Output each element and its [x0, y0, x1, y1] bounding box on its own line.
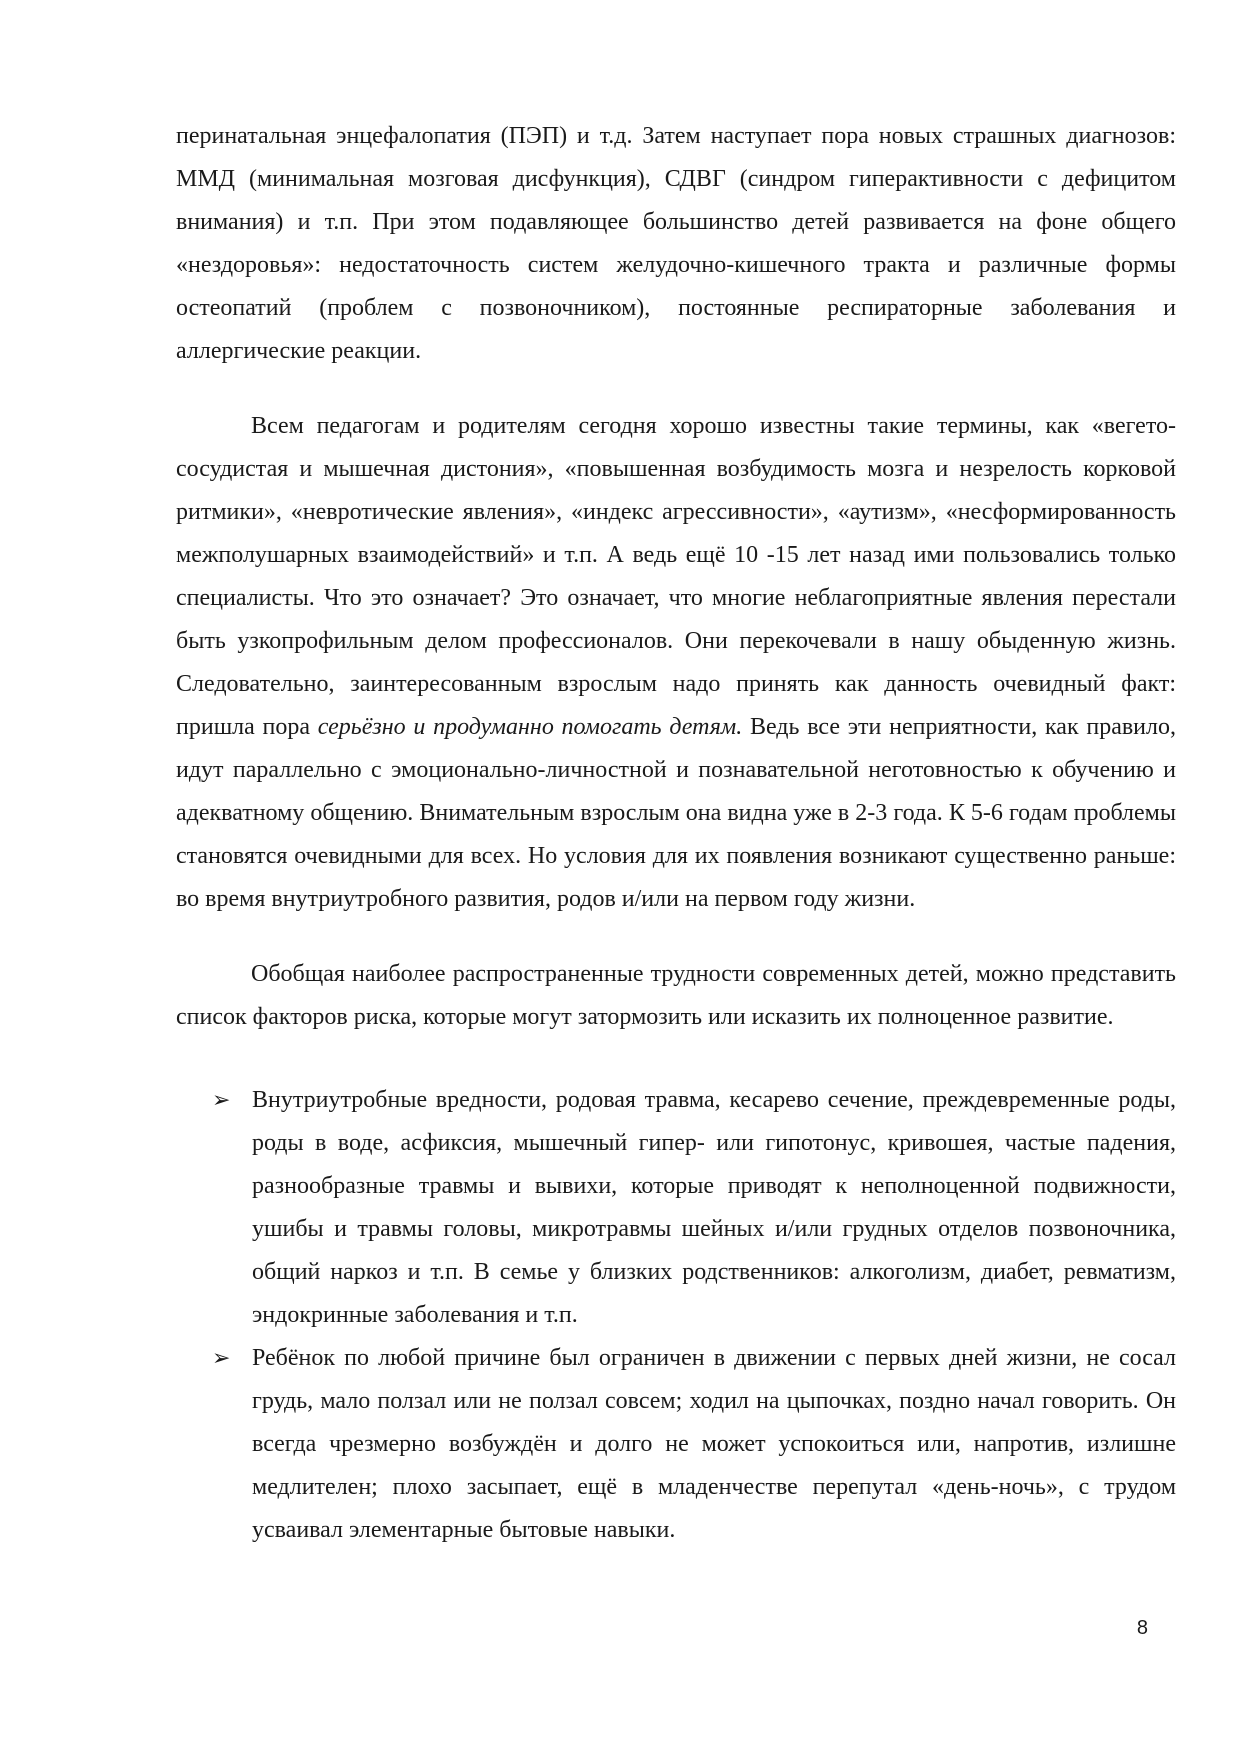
list-item: [176, 1079, 1176, 1337]
paragraph-2-text-start: Всем педагогам и родителям сегодня хорошо известны такие термины, как «вегето-сосудистая и мышечная дистония», «повышенная возбудимость мозга и незрелость корковой ритмики», «невротические явления», «индекс агрессивности», «аутизм», «несформированность межполушарных взаимодействий» и т.п. А ведь ещё 10 -15 лет назад ими пользовались только специалисты. Что это означает? Это означает, что многие неблагоприятные явления перестали быть узкопрофильным делом профессионалов. Они перекочевали в нашу обыденную жизнь. Следовательно, заинтересованным взрослым надо принять как данность очевидный факт: пришла пора: [176, 413, 1176, 740]
paragraph-2-text-end: Ведь все эти неприятности, как правило, идут параллельно с эмоционально-личностной и познавательной неготовностью к обучению и адекватному общению. Внимательным взрослым она видна уже в 2-3 года. К 5-6 годам проблемы становятся очевидными для всех. Но условия для их появления возникают существенно раньше: во время внутриутробного развития, родов и/или на первом году жизни.: [176, 714, 1176, 912]
arrow-bullet-icon: ➢: [212, 1346, 231, 1371]
list-item-text: Внутриутробные вредности, родовая травма, кесарево сечение, преждевременные роды, роды в воде, асфиксия, мышечный гипер- или гипотонус, кривошея, частые падения, разнообразные травмы и вывихи, которые приводят к неполноценной подвижности, ушибы и травмы головы, микротравмы шейных и/или грудных отделов позвоночника, общий наркоз и т.п. В семье у близких родственников: алкоголизм, диабет, ревматизм, эндокринные заболевания и т.п.: [252, 1087, 1176, 1328]
paragraph-2: [176, 405, 1176, 921]
paragraph-2-emphasis: серьёзно и продуманно помогать детям.: [317, 714, 743, 740]
paragraph-spacer: [176, 1039, 1176, 1079]
page-number: 8: [1136, 1617, 1148, 1639]
arrow-bullet-icon: ➢: [212, 1088, 231, 1113]
list-item: [176, 1337, 1176, 1552]
risk-factor-list: [176, 1079, 1176, 1552]
page-body: [176, 115, 1176, 1552]
paragraph-spacer: [176, 921, 1176, 953]
paragraph-1: перинатальная энцефалопатия (ПЭП) и т.д. Затем наступает пора новых страшных диагнозов: ММД (минимальная мозговая дисфункция), СДВГ (синдром гиперактивности с дефицитом внимания) и т.п. При этом подавляющее большинство детей развивается на фоне общего «нездоровья»: недостаточность систем желудочно-кишечного тракта и различные формы остеопатий (проблем с позвоночником), постоянные респираторные заболевания и аллергические реакции.: [176, 123, 1176, 364]
paragraph-spacer: [176, 373, 1176, 405]
paragraph-3: Обобщая наиболее распространенные трудности современных детей, можно представить список факторов риска, которые могут затормозить или исказить их полноценное развитие.: [176, 961, 1176, 1030]
list-item-text: Ребёнок по любой причине был ограничен в движении с первых дней жизни, не сосал грудь, мало ползал или не ползал совсем; ходил на цыпочках, поздно начал говорить. Он всегда чрезмерно возбуждён и долго не может успокоиться или, напротив, излишне медлителен; плохо засыпает, ещё в младенчестве перепутал «день-ночь», с трудом усваивал элементарные бытовые навыки.: [252, 1345, 1176, 1543]
